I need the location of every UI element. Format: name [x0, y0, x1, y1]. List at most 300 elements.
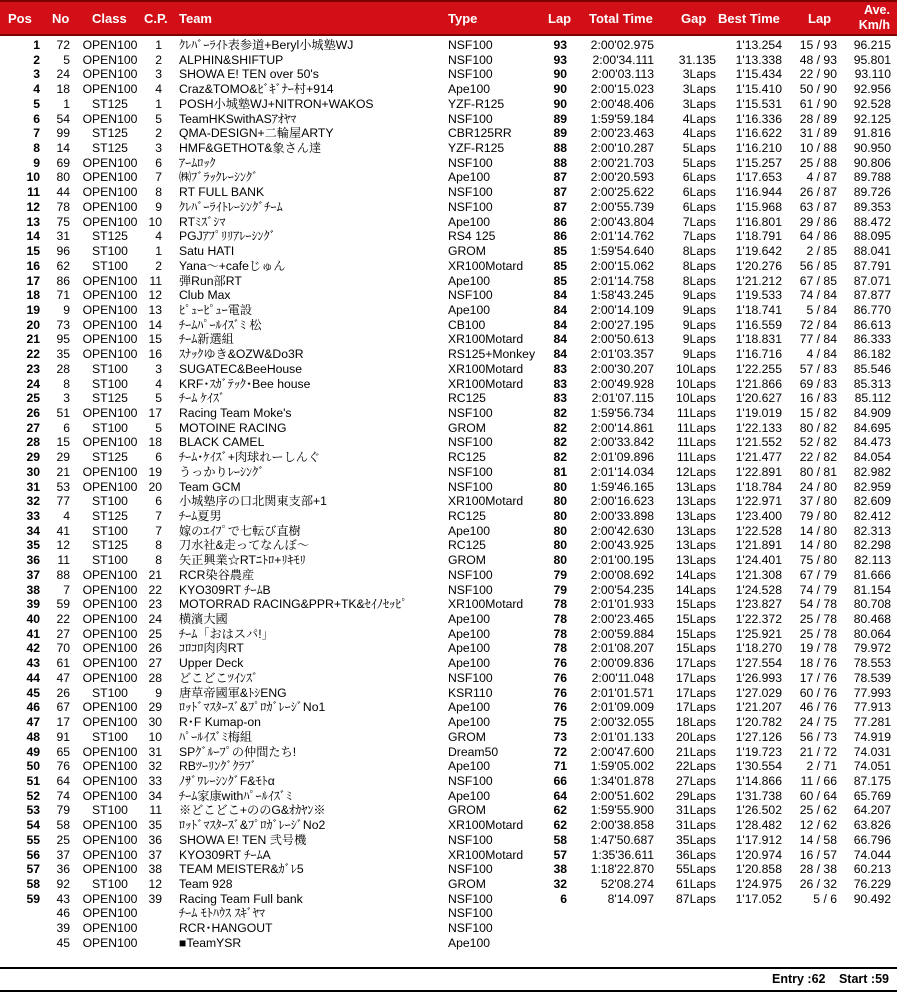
cell-cp: 26: [148, 641, 162, 656]
table-row: [0, 288, 897, 303]
cell-ave-speed: 82.982: [853, 464, 891, 479]
cell-pos: 13: [26, 214, 40, 229]
cell-pos: 3: [33, 67, 40, 82]
cell-best-time: 1'30.554: [735, 759, 782, 774]
cell-team: Team 928: [179, 876, 233, 891]
cell-lap: 86: [553, 214, 567, 229]
cell-best-time: 1'19.019: [735, 405, 782, 420]
cell-lap: 80: [553, 494, 567, 509]
footer-bottom-divider: [0, 990, 897, 992]
cell-cp: 34: [148, 788, 162, 803]
cell-best-time: 1'16.559: [735, 317, 782, 332]
cell-team: ※どこどこ+ののG&ｵｶﾔﾝ※: [179, 803, 326, 818]
cell-cp: 9: [155, 199, 162, 214]
cell-best-lap: 14 / 80: [799, 538, 837, 553]
cell-cp: 38: [148, 862, 162, 877]
table-row: [0, 524, 897, 539]
cell-ave-speed: 90.492: [853, 891, 891, 906]
cell-no: 61: [56, 656, 70, 671]
cell-team: ALPHIN&SHIFTUP: [179, 52, 284, 67]
table-row: [0, 156, 897, 171]
cell-team: KYO309RT ﾁｰﾑB: [179, 582, 271, 597]
cell-type: XR100Motard: [448, 258, 524, 273]
cell-pos: 10: [26, 170, 40, 185]
cell-class: OPEN100: [82, 773, 138, 788]
cell-total-time: 2:00'23.465: [590, 612, 654, 627]
table-row: [0, 347, 897, 362]
cell-no: 53: [56, 479, 70, 494]
cell-team: RCR･HANGOUT: [179, 921, 273, 936]
cell-lap: 57: [553, 847, 567, 862]
cell-ave-speed: 79.972: [853, 641, 891, 656]
cell-best-lap: 77 / 84: [799, 332, 837, 347]
results-table-header: [0, 0, 897, 36]
cell-no: 76: [56, 759, 70, 774]
cell-total-time: 2:00'14.861: [590, 420, 654, 435]
cell-pos: 1: [33, 38, 40, 52]
cell-best-lap: 24 / 75: [799, 715, 837, 730]
table-row: [0, 877, 897, 892]
cell-gap: 36Laps: [676, 847, 716, 862]
cell-no: 73: [56, 317, 70, 332]
cell-best-time: 1'27.029: [735, 685, 782, 700]
cell-gap: 11Laps: [676, 435, 716, 450]
cell-best-time: 1'19.533: [735, 288, 782, 303]
table-row: [0, 465, 897, 480]
cell-total-time: 2:00'11.048: [591, 670, 654, 685]
cell-no: 47: [56, 670, 70, 685]
cell-best-lap: 75 / 80: [799, 553, 837, 568]
cell-pos: 37: [26, 567, 40, 582]
cell-pos: 30: [26, 464, 40, 479]
cell-no: 70: [56, 641, 70, 656]
cell-ave-speed: 65.769: [853, 788, 891, 803]
cell-gap: 10Laps: [676, 376, 716, 391]
cell-no: 43: [56, 891, 70, 906]
cell-team: Upper Deck: [179, 656, 244, 671]
cell-ave-speed: 86.770: [853, 302, 891, 317]
cell-best-time: 1'14.866: [735, 773, 782, 788]
cell-pos: 44: [26, 670, 40, 685]
cell-type: Ape100: [448, 273, 491, 288]
cell-best-time: 1'19.723: [735, 744, 782, 759]
cell-no: 37: [56, 847, 70, 862]
cell-best-lap: 50 / 90: [799, 82, 837, 97]
cell-team: RT FULL BANK: [179, 185, 265, 200]
cell-cp: 12: [148, 288, 162, 303]
cell-ave-speed: 82.412: [853, 509, 891, 523]
cell-pos: 48: [26, 729, 40, 744]
cell-best-time: 1'21.207: [735, 700, 782, 715]
cell-class: OPEN100: [82, 273, 138, 288]
cell-type: Ape100: [448, 935, 491, 950]
cell-no: 8: [63, 376, 70, 391]
header-ave-unit: Km/h: [858, 18, 890, 32]
cell-team: TeamHKSwithASｱｵﾔﾏ: [179, 111, 297, 126]
cell-lap: 62: [553, 803, 567, 818]
cell-lap: 93: [553, 38, 567, 52]
cell-team: ｸﾚﾊﾞｰﾗｲﾄ表参道+Beryl小城塾WJ: [179, 38, 354, 52]
cell-type: NSF100: [448, 155, 493, 170]
cell-total-time: 2:00'09.836: [590, 656, 654, 671]
cell-type: Ape100: [448, 788, 491, 803]
table-row: [0, 435, 897, 450]
cell-cp: 25: [148, 626, 162, 641]
cell-ave-speed: 81.154: [853, 582, 891, 597]
cell-best-time: 1'18.270: [735, 641, 782, 656]
cell-best-lap: 57 / 83: [799, 361, 837, 376]
cell-best-time: 1'21.552: [735, 435, 782, 450]
cell-pos: 59: [26, 891, 40, 906]
cell-best-lap: 18 / 76: [799, 656, 837, 671]
cell-team: うっかりﾚｰｼﾝｸﾞ: [179, 464, 265, 479]
cell-best-time: 1'20.276: [735, 258, 782, 273]
table-row: [0, 53, 897, 68]
cell-type: RC125: [448, 450, 486, 465]
cell-cp: 10: [148, 729, 162, 744]
cell-gap: 7Laps: [682, 214, 716, 229]
cell-type: Ape100: [448, 759, 491, 774]
cell-type: GROM: [448, 553, 486, 568]
cell-class: ST100: [92, 376, 128, 391]
cell-class: OPEN100: [82, 435, 138, 450]
cell-lap: 76: [553, 685, 567, 700]
cell-team: 矢正興業☆RTﾆﾄﾛ+ﾘｷﾓﾘ: [179, 553, 306, 568]
cell-ave-speed: 82.959: [853, 479, 891, 494]
cell-total-time: 2:00'27.195: [590, 317, 654, 332]
cell-lap: 83: [553, 391, 567, 406]
table-row: [0, 494, 897, 509]
cell-best-time: 1'20.782: [735, 715, 782, 730]
cell-no: 14: [56, 141, 70, 156]
cell-pos: 32: [26, 494, 40, 509]
cell-lap: 66: [553, 773, 567, 788]
cell-gap: 6Laps: [682, 170, 716, 185]
cell-ave-speed: 89.726: [853, 185, 891, 200]
cell-no: 28: [56, 361, 70, 376]
cell-total-time: 2:00'59.884: [590, 626, 654, 641]
cell-best-lap: 74 / 79: [799, 582, 837, 597]
cell-no: 36: [56, 862, 70, 877]
cell-team: KYO309RT ﾁｰﾑA: [179, 847, 271, 862]
cell-total-time: 2:01'07.115: [591, 391, 654, 406]
cell-lap: 82: [553, 450, 567, 465]
cell-type: NSF100: [448, 288, 493, 303]
cell-no: 11: [57, 553, 70, 568]
cell-type: XR100Motard: [448, 818, 524, 833]
cell-gap: 3Laps: [682, 67, 716, 82]
cell-best-lap: 60 / 64: [799, 788, 837, 803]
cell-lap: 80: [553, 553, 567, 568]
cell-no: 71: [56, 288, 70, 303]
cell-class: ST100: [92, 244, 128, 259]
header-best-time: Best Time: [718, 11, 780, 26]
cell-gap: 4Laps: [682, 111, 716, 126]
cell-lap: 80: [553, 479, 567, 494]
cell-cp: 4: [155, 376, 162, 391]
cell-cp: 6: [155, 155, 162, 170]
cell-team: ﾁｰﾑ「おはスパ!」: [179, 626, 274, 641]
cell-pos: 7: [33, 126, 40, 141]
cell-total-time: 1:47'50.687: [590, 832, 654, 847]
cell-team: 小城塾序の口北関東支部+1: [179, 494, 327, 509]
cell-ave-speed: 64.207: [853, 803, 891, 818]
cell-ave-speed: 84.054: [853, 450, 891, 465]
cell-type: NSF100: [448, 773, 493, 788]
cell-best-time: 1'20.974: [735, 847, 782, 862]
cell-cp: 2: [155, 258, 162, 273]
cell-gap: 9Laps: [682, 288, 716, 303]
cell-gap: 7Laps: [682, 229, 716, 244]
cell-best-time: 1'21.866: [735, 376, 782, 391]
cell-no: 64: [56, 773, 70, 788]
cell-class: ST100: [92, 258, 128, 273]
cell-best-time: 1'20.627: [735, 391, 782, 406]
cell-pos: 57: [26, 862, 40, 877]
table-row: [0, 538, 897, 553]
cell-best-lap: 48 / 93: [799, 52, 837, 67]
cell-class: ST125: [92, 141, 128, 156]
table-row: [0, 921, 897, 936]
cell-total-time: 2:01'14.762: [590, 229, 654, 244]
cell-gap: 13Laps: [676, 538, 716, 553]
cell-type: NSF100: [448, 582, 493, 597]
cell-ave-speed: 80.468: [853, 612, 891, 627]
table-row: [0, 67, 897, 82]
cell-best-lap: 2 / 71: [806, 759, 837, 774]
cell-pos: 52: [26, 788, 40, 803]
cell-pos: 11: [27, 185, 40, 200]
cell-type: GROM: [448, 729, 486, 744]
cell-type: NSF100: [448, 199, 493, 214]
cell-type: GROM: [448, 803, 486, 818]
cell-best-time: 1'15.410: [735, 82, 782, 97]
cell-team: ﾁｰﾑ夏男: [179, 509, 222, 523]
cell-best-lap: 61 / 90: [799, 96, 837, 111]
cell-best-lap: 26 / 87: [799, 185, 837, 200]
cell-total-time: 2:00'33.842: [590, 435, 654, 450]
cell-cp: 7: [155, 509, 162, 523]
cell-pos: 33: [26, 509, 40, 523]
cell-best-lap: 22 / 90: [799, 67, 837, 82]
cell-gap: 31Laps: [676, 818, 716, 833]
cell-total-time: 2:01'01.933: [590, 597, 654, 612]
cell-class: OPEN100: [82, 38, 138, 52]
cell-type: CBR125RR: [448, 126, 512, 141]
entry-summary: [762, 972, 889, 986]
cell-pos: 14: [26, 229, 40, 244]
cell-ave-speed: 86.333: [853, 332, 891, 347]
cell-type: Ape100: [448, 170, 491, 185]
cell-team: RCR染谷農産: [179, 567, 255, 582]
cell-type: NSF100: [448, 464, 493, 479]
cell-class: OPEN100: [82, 788, 138, 803]
cell-lap: 78: [553, 597, 567, 612]
cell-team: QMA-DESIGN+二輪屋ARTY: [179, 126, 334, 141]
cell-best-time: 1'24.975: [735, 876, 782, 891]
cell-team: Craz&TOMO&ﾋﾞｷﾞﾅｰ村+914: [179, 82, 334, 97]
cell-type: NSF100: [448, 67, 493, 82]
cell-type: NSF100: [448, 832, 493, 847]
cell-gap: 5Laps: [682, 155, 716, 170]
cell-class: ST100: [92, 685, 128, 700]
cell-lap: 38: [553, 862, 567, 877]
table-row: [0, 774, 897, 789]
cell-ave-speed: 89.353: [853, 199, 891, 214]
cell-total-time: 1:18'22.870: [590, 862, 654, 877]
cell-total-time: 2:00'03.113: [591, 67, 654, 82]
cell-gap: 11Laps: [676, 405, 716, 420]
cell-total-time: 2:00'43.925: [590, 538, 654, 553]
cell-no: 54: [56, 111, 70, 126]
results-table-body: [0, 38, 897, 951]
cell-pos: 20: [26, 317, 40, 332]
cell-ave-speed: 85.546: [853, 361, 891, 376]
cell-best-time: 1'15.531: [735, 96, 782, 111]
cell-cp: 18: [148, 435, 162, 450]
cell-pos: 26: [26, 405, 40, 420]
cell-pos: 54: [26, 818, 40, 833]
cell-lap: 87: [553, 185, 567, 200]
cell-team: ｺﾛｺﾛ肉肉RT: [179, 641, 244, 656]
cell-no: 75: [56, 214, 70, 229]
cell-gap: 10Laps: [676, 391, 716, 406]
cell-best-lap: 2 / 85: [806, 244, 837, 259]
cell-class: OPEN100: [82, 67, 138, 82]
cell-cp: 7: [155, 170, 162, 185]
cell-cp: 8: [155, 553, 162, 568]
cell-best-lap: 25 / 78: [799, 612, 837, 627]
cell-total-time: 2:00'38.858: [590, 818, 654, 833]
cell-best-lap: 67 / 79: [799, 567, 837, 582]
cell-type: NSF100: [448, 891, 493, 906]
cell-pos: 6: [33, 111, 40, 126]
cell-gap: 12Laps: [676, 464, 716, 479]
cell-ave-speed: 92.956: [853, 82, 891, 97]
cell-total-time: 2:00'42.630: [590, 523, 654, 538]
cell-type: KSR110: [448, 685, 493, 700]
cell-ave-speed: 86.613: [853, 317, 891, 332]
cell-class: OPEN100: [82, 641, 138, 656]
cell-best-lap: 31 / 89: [799, 126, 837, 141]
cell-type: Ape100: [448, 612, 491, 627]
cell-type: RC125: [448, 509, 486, 523]
cell-no: 51: [56, 405, 70, 420]
cell-best-time: 1'15.968: [735, 199, 782, 214]
cell-no: 96: [56, 244, 70, 259]
cell-total-time: 2:00'21.703: [590, 155, 654, 170]
cell-type: YZF-R125: [448, 141, 505, 156]
cell-gap: 20Laps: [676, 729, 716, 744]
cell-class: OPEN100: [82, 170, 138, 185]
cell-ave-speed: 87.071: [853, 273, 891, 288]
cell-class: OPEN100: [82, 317, 138, 332]
cell-ave-speed: 84.695: [853, 420, 891, 435]
cell-no: 5: [63, 52, 70, 67]
cell-total-time: 2:00'49.928: [590, 376, 654, 391]
cell-lap: 81: [553, 464, 567, 479]
cell-ave-speed: 90.806: [853, 155, 891, 170]
cell-best-time: 1'21.308: [735, 567, 782, 582]
cell-gap: 9Laps: [682, 347, 716, 362]
table-row: [0, 421, 897, 436]
cell-total-time: 2:00'50.613: [590, 332, 654, 347]
table-row: [0, 229, 897, 244]
cell-total-time: 2:00'16.623: [590, 494, 654, 509]
cell-type: XR100Motard: [448, 332, 524, 347]
cell-pos: 51: [26, 773, 40, 788]
cell-ave-speed: 78.553: [853, 656, 891, 671]
cell-ave-speed: 88.472: [853, 214, 891, 229]
table-row: [0, 656, 897, 671]
cell-no: 69: [56, 155, 70, 170]
cell-best-time: 1'22.133: [735, 420, 782, 435]
cell-team: SPｸﾞﾙｰﾌﾟの仲間たち!: [179, 744, 297, 759]
cell-cp: 11: [149, 273, 162, 288]
cell-lap: 6: [560, 891, 567, 906]
cell-team: ﾁｰﾑﾊﾟｰﾙｲｽﾞﾐ 松: [179, 317, 262, 332]
cell-ave-speed: 84.909: [853, 405, 891, 420]
cell-ave-speed: 74.044: [853, 847, 891, 862]
table-row: [0, 848, 897, 863]
cell-best-time: 1'13.338: [735, 52, 782, 67]
cell-type: XR100Motard: [448, 361, 524, 376]
cell-gap: 4Laps: [682, 126, 716, 141]
cell-ave-speed: 87.175: [853, 773, 891, 788]
table-row: [0, 244, 897, 259]
cell-best-lap: 64 / 86: [799, 229, 837, 244]
table-row: [0, 97, 897, 112]
cell-cp: 12: [148, 876, 162, 891]
cell-best-time: 1'16.716: [735, 347, 782, 362]
cell-cp: 19: [148, 464, 162, 479]
cell-pos: 55: [26, 832, 40, 847]
cell-pos: 40: [26, 612, 40, 627]
table-row: [0, 641, 897, 656]
table-row: [0, 553, 897, 568]
cell-team: ｸﾚﾊﾞｰﾗｲﾄﾚｰｼﾝｸﾞﾁｰﾑ: [179, 199, 283, 214]
cell-gap: 14Laps: [676, 582, 716, 597]
cell-no: 39: [56, 921, 70, 936]
cell-cp: 36: [148, 832, 162, 847]
table-row: [0, 480, 897, 495]
cell-best-lap: 79 / 80: [799, 509, 837, 523]
cell-pos: 23: [26, 361, 40, 376]
cell-cp: 4: [155, 229, 162, 244]
cell-cp: 13: [148, 302, 162, 317]
cell-ave-speed: 90.950: [853, 141, 891, 156]
cell-best-time: 1'15.434: [735, 67, 782, 82]
cell-pos: 53: [26, 803, 40, 818]
cell-best-time: 1'26.502: [735, 803, 782, 818]
cell-ave-speed: 88.095: [853, 229, 891, 244]
cell-total-time: 2:00'51.602: [590, 788, 654, 803]
cell-best-lap: 22 / 82: [799, 450, 837, 465]
table-row: [0, 200, 897, 215]
cell-total-time: 2:01'14.034: [590, 464, 654, 479]
cell-gap: 13Laps: [676, 553, 716, 568]
table-row: [0, 391, 897, 406]
cell-class: ST125: [92, 450, 128, 465]
cell-type: NSF100: [448, 670, 493, 685]
cell-best-time: 1'23.827: [735, 597, 782, 612]
cell-lap: 90: [553, 96, 567, 111]
cell-team: ｱｰﾑﾛｯｸ: [179, 155, 216, 170]
cell-cp: 39: [148, 891, 162, 906]
cell-class: OPEN100: [82, 612, 138, 627]
cell-best-time: 1'17.052: [735, 891, 782, 906]
cell-total-time: 2:00'33.898: [590, 509, 654, 523]
